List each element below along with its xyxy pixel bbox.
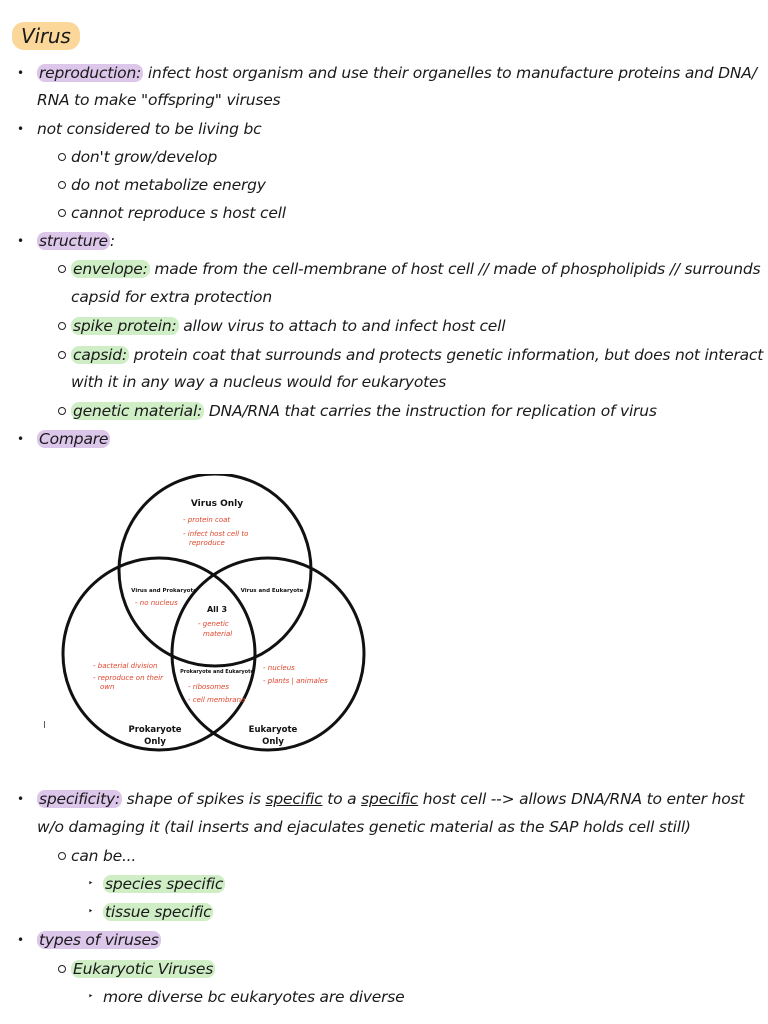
types-label: types of viruses xyxy=(39,931,159,949)
virus-prok-label: Virus and Prokaryote xyxy=(131,588,197,594)
virus-note: - infect host cell to xyxy=(183,530,249,538)
prok-euk-note: - ribosomes xyxy=(188,683,230,691)
triangle-bullet-icon: ‣ xyxy=(88,992,94,1002)
virus-note: - protein coat xyxy=(183,516,231,524)
capsid-line-1: capsid: protein coat that surrounds and protects genetic information, but does not interact xyxy=(73,346,764,364)
structure-label: structure xyxy=(39,232,108,250)
prok-only-label: Prokaryote xyxy=(128,725,182,735)
all3-note: material xyxy=(203,630,233,638)
venn-diagram xyxy=(43,474,378,756)
sub-bullet-icon xyxy=(58,322,66,330)
envelope-line-2: capsid for extra protection xyxy=(71,288,272,306)
specificity-line-2: w/o damaging it (tail inserts and ejaculates genetic material as the SAP holds cell still) xyxy=(37,818,691,836)
page-title: Virus xyxy=(12,22,80,50)
triangle-bullet-icon: ‣ xyxy=(88,879,94,889)
euk-only-label: Eukaryote xyxy=(248,725,298,735)
not-living-text: not considered to be living bc xyxy=(37,120,262,138)
sub-bullet-icon xyxy=(58,852,66,860)
compare-label: Compare xyxy=(39,430,109,448)
all3-note: - genetic xyxy=(198,620,229,628)
bullet-icon: • xyxy=(17,122,25,136)
euk-note: - plants | animales xyxy=(263,677,328,685)
spike-label: spike protein: xyxy=(73,317,177,335)
prok-note: own xyxy=(100,683,115,691)
sub-bullet-icon xyxy=(58,965,66,973)
sub-bullet-icon xyxy=(58,407,66,415)
reproduction-label: reproduction: xyxy=(39,64,142,82)
genetic-line: genetic material: DNA/RNA that carries the instruction for replication of virus xyxy=(73,402,657,420)
virus-euk-label: Virus and Eukaryote xyxy=(240,588,304,594)
sub-bullet-icon xyxy=(58,351,66,359)
bullet-icon: • xyxy=(17,432,25,446)
bullet-icon: • xyxy=(17,234,25,248)
triangle-bullet-icon: ‣ xyxy=(88,907,94,917)
sub-bullet-icon xyxy=(58,181,66,189)
prok-only-label: Only xyxy=(144,737,166,747)
sub-bullet-icon xyxy=(58,209,66,217)
specificity-label: specificity: xyxy=(39,790,120,808)
virus-only-label: Virus Only xyxy=(190,499,244,509)
prok-euk-label: Prokaryote and Eukaryote xyxy=(180,669,254,675)
prok-note: - reproduce on their xyxy=(93,674,164,682)
capsid-line-2: with it in any way a nucleus would for eukaryotes xyxy=(71,373,447,391)
types-heading xyxy=(37,930,161,950)
text-cursor-icon: I xyxy=(43,720,46,731)
all3-label: All 3 xyxy=(206,605,228,614)
venn-svg xyxy=(43,474,378,756)
bullet-icon: • xyxy=(17,66,25,80)
specificity-item: species specific xyxy=(105,875,224,893)
bullet-icon: • xyxy=(17,933,25,947)
not-living-item: cannot reproduce s host cell xyxy=(71,204,286,222)
not-living-item: do not metabolize energy xyxy=(71,176,266,194)
capsid-label: capsid: xyxy=(73,346,127,364)
prok-note: - bacterial division xyxy=(93,662,158,670)
euk-viruses-line xyxy=(71,959,215,979)
euk-note: - nucleus xyxy=(263,664,295,672)
virus-note: reproduce xyxy=(189,539,225,547)
prokaryote-circle xyxy=(63,558,255,750)
virus-prok-note: - no nucleus xyxy=(135,599,178,607)
envelope-line-1: envelope: made from the cell-membrane of host cell // made of phospholipids // surrounds xyxy=(73,260,761,278)
specificity-item: tissue specific xyxy=(105,903,212,921)
reproduction-line-2: RNA to make "offspring" viruses xyxy=(37,91,281,109)
euk-viruses-label: Eukaryotic Viruses xyxy=(73,960,214,978)
genetic-label: genetic material: xyxy=(73,402,203,420)
can-be-text: can be... xyxy=(71,847,137,865)
spike-line: spike protein: allow virus to attach to and infect host cell xyxy=(73,317,506,335)
structure-heading: structure : xyxy=(39,232,115,250)
euk-only-label: Only xyxy=(262,737,284,747)
compare-heading xyxy=(37,429,110,449)
sub-bullet-icon xyxy=(58,153,66,161)
eukaryote-circle xyxy=(172,558,364,750)
not-living-item: don't grow/develop xyxy=(71,148,218,166)
bullet-icon: • xyxy=(17,792,25,806)
reproduction-text: infect host organism and use their organelles to manufacture proteins and DNA/ xyxy=(143,64,757,82)
specificity-line-1: specificity: shape of spikes is specific to a specific host cell --> allows DNA/RNA to enter host xyxy=(39,790,745,808)
sub-bullet-icon xyxy=(58,265,66,273)
prok-euk-note: - cell membrane xyxy=(188,696,246,704)
reproduction-line-1 xyxy=(37,63,757,83)
envelope-label: envelope: xyxy=(73,260,148,278)
euk-viruses-item: more diverse bc eukaryotes are diverse xyxy=(103,988,405,1006)
